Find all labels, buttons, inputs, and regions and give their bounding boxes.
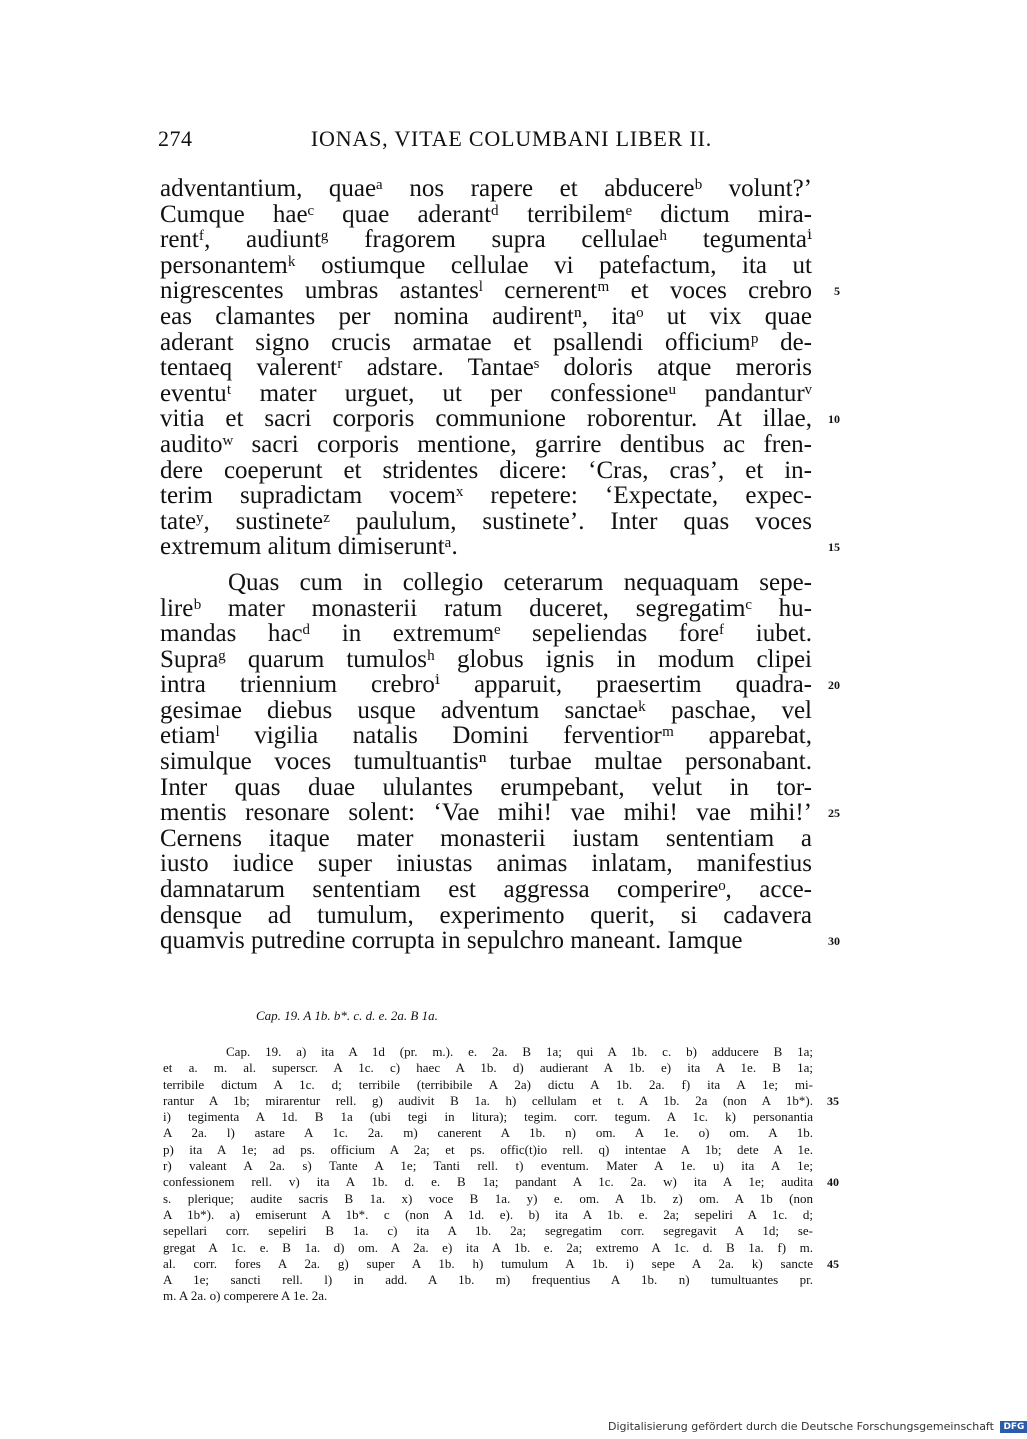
footnote-line xyxy=(163,1142,813,1158)
running-head: IONAS, VITAE COLUMBANI LIBER II. xyxy=(310,126,712,151)
text-line-content: Supraᵍ quarum tumulosʰ globus ignis in modum clipei xyxy=(160,645,812,673)
footnote-line xyxy=(163,1077,813,1093)
text-line xyxy=(160,647,812,673)
footnote-line-content: Cap. 19. a) ita A 1d (pr. m.). e. 2a. B 1a; qui A 1b. c. b) adducere B 1a; xyxy=(226,1044,813,1059)
text-line xyxy=(160,799,840,827)
text-line xyxy=(160,749,812,775)
footnote-line-content: A 1e; sancti rell. l) in add. A 1b. m) frequentius A 1b. n) tumultuantes pr. xyxy=(163,1272,813,1288)
line-number: 25 xyxy=(828,806,840,821)
text-line-content: mandas hacᵈ in extremumᵉ sepeliendas foreᶠ iubet. xyxy=(160,620,812,648)
footer-credit xyxy=(608,1420,1027,1433)
text-line-content: intra triennium crebroⁱ apparuit, praesertim quadra- xyxy=(160,671,812,699)
footnote-line xyxy=(163,1158,813,1174)
footnote-line xyxy=(163,1092,839,1109)
text-line xyxy=(160,509,812,535)
text-line xyxy=(160,253,812,279)
text-line xyxy=(160,877,812,903)
footnote-line xyxy=(163,1240,813,1256)
footnote-line xyxy=(163,1191,813,1207)
chapter-sources: Cap. 19. A 1b. b*. c. d. e. 2a. B 1a. xyxy=(256,1008,438,1023)
footnote-line-content: A 1b*). a) emiserunt A 1b*. c (non A 1d. e). b) ita A 1b. e. 2a; sepeliri A 1c. d; xyxy=(163,1206,813,1222)
footnote-line-content: rantur A 1b; mirarentur rell. g) audivit B 1a. h) cellulam et t. A 1b. 2a (non A 1b*). xyxy=(163,1092,813,1108)
text-line xyxy=(160,304,812,330)
main-text xyxy=(160,175,840,955)
text-line xyxy=(160,851,812,877)
footnote-line xyxy=(163,1207,813,1223)
text-line xyxy=(160,458,812,484)
text-line xyxy=(160,723,812,749)
footnote-line-content: m. A 2a. o) comperere A 1e. 2a. xyxy=(163,1288,328,1304)
text-line-content: etiamˡ vigilia natalis Domini ferventiorᵐ apparebat, xyxy=(160,722,812,750)
footnote-line-content: al. corr. fores A 2a. g) super A 1b. h) tumulum A 1b. i) sepe A 2a. k) sancte xyxy=(163,1255,813,1271)
footnote-line xyxy=(163,1272,813,1288)
text-line-content: auditoʷ sacri corporis mentione, garrire dentibus ac fren- xyxy=(160,430,812,458)
text-line-content: extremum alitum dimiseruntᵃ. xyxy=(160,533,458,561)
text-line xyxy=(160,698,812,724)
text-line xyxy=(160,671,840,699)
text-line xyxy=(160,405,840,433)
footnote-line xyxy=(163,1288,813,1304)
footnote-line-number: 45 xyxy=(827,1256,839,1271)
text-line xyxy=(160,775,812,801)
text-line-content: rentᶠ, audiuntᵍ fragorem supra cellulaeʰ tegumentaⁱ xyxy=(160,226,812,254)
footnote-line-content: confessionem rell. v) ita A 1b. d. e. B 1a; pandant A 1c. 2a. w) ita A 1e; audita xyxy=(163,1174,813,1190)
text-line xyxy=(160,176,812,202)
text-line-content: adventantium, quaeᵃ nos rapere et abducereᵇ volunt?’ xyxy=(160,175,812,202)
footnote-line xyxy=(163,1060,813,1076)
text-line-content: eventuᵗ mater urguet, ut per confessioneᵘ pandanturᵛ xyxy=(160,379,812,407)
page-header xyxy=(158,126,712,156)
footnote-line-content: i) tegimenta A 1d. B 1a (ubi tegi in litura); tegim. corr. tegum. A 1c. k) personantia xyxy=(163,1109,813,1125)
text-line-content: tateʸ, sustineteᶻ paululum, sustinete’. Inter quas voces xyxy=(160,507,812,535)
text-line xyxy=(160,621,812,647)
footnote-line xyxy=(163,1223,813,1239)
text-line xyxy=(160,330,812,356)
footer-text: Digitalisierung gefördert durch die Deutsche Forschungsgemeinschaft xyxy=(608,1420,994,1433)
text-line xyxy=(160,381,812,407)
text-line-content: nigrescentes umbras astantesˡ cernerentᵐ et voces crebro xyxy=(160,277,812,305)
text-line xyxy=(160,570,812,596)
footnote-line-content: p) ita A 1e; ad ps. officium A 2a; et ps. offic(t)io rell. q) intentae A 1b; dete A 1e. xyxy=(163,1141,813,1157)
text-line-content: vitia et sacri corporis communione roborentur. At illae, xyxy=(160,405,812,433)
text-line-content: densque ad tumulum, experimento querit, si cadavera xyxy=(160,901,812,929)
text-line-content: simulque voces tumultuantisⁿ turbae multae personabant. xyxy=(160,748,812,776)
text-line-content: dere coeperunt et stridentes dicere: ‘Cras, cras’, et in- xyxy=(160,456,812,484)
text-line xyxy=(160,277,840,305)
text-line xyxy=(160,432,812,458)
dfg-logo: DFG xyxy=(1000,1421,1027,1433)
line-number: 30 xyxy=(828,934,840,949)
text-line-content: Cumque haeᶜ quae aderantᵈ terribilemᵉ dictum mira- xyxy=(160,200,812,228)
text-line xyxy=(160,227,812,253)
text-line-content: Quas cum in collegio ceterarum nequaquam sepe- xyxy=(228,568,812,596)
text-line xyxy=(160,903,812,929)
footnote-line-number: 35 xyxy=(827,1093,839,1108)
text-line-content: mentis resonare solent: ‘Vae mihi! vae mihi! vae mihi!’ xyxy=(160,799,812,827)
footnote-line-content: A 2a. l) astare A 1c. 2a. m) canerent A 1b. n) om. A 1e. o) om. A 1b. xyxy=(163,1125,813,1141)
text-line xyxy=(160,483,812,509)
footnote-line xyxy=(163,1255,839,1272)
page-number: 274 xyxy=(158,126,193,151)
text-line-content: personantemᵏ ostiumque cellulae vi patefactum, ita ut xyxy=(160,251,812,279)
text-line-content: eas clamantes per nomina audirentⁿ, itaᵒ ut vix quae xyxy=(160,302,812,330)
line-number: 15 xyxy=(828,540,840,555)
text-line xyxy=(160,826,812,852)
line-number: 10 xyxy=(828,412,840,427)
text-line-content: iusto iudice super iniustas animas inlatam, manifestius xyxy=(160,850,812,878)
line-number: 20 xyxy=(828,678,840,693)
footnotes xyxy=(163,1044,839,1305)
text-line-content: quamvis putredine corrupta in sepulchro maneant. Iamque xyxy=(160,927,743,955)
text-line-content: lireᵇ mater monasterii ratum duceret, segregatimᶜ hu- xyxy=(160,594,812,622)
text-line-content: tentaeq valerentʳ adstare. Tantaeˢ doloris atque meroris xyxy=(160,354,812,382)
footnote-line xyxy=(163,1044,813,1060)
text-line-content: Inter quas duae ululantes erumpebant, velut in tor- xyxy=(160,773,812,801)
text-line-content: damnatarum sententiam est aggressa comperireᵒ, acce- xyxy=(160,876,812,904)
text-line xyxy=(160,927,840,955)
text-line-content: terim supradictam vocemˣ repetere: ‘Expectate, expec- xyxy=(160,482,812,510)
footnote-line-content: r) valeant A 2a. s) Tante A 1e; Tanti rell. t) eventum. Mater A 1e. u) ita A 1e; xyxy=(163,1158,813,1174)
footnote-line xyxy=(163,1125,813,1141)
text-line xyxy=(160,596,812,622)
footnote-line-content: s. plerique; audite sacris B 1a. x) voce B 1a. y) e. om. A 1b. z) om. A 1b (non xyxy=(163,1190,813,1206)
text-line-content: aderant signo crucis armatae et psallendi officiumᵖ de- xyxy=(160,328,812,356)
footnote-line-number: 40 xyxy=(827,1175,839,1190)
text-line-content: Cernens itaque mater monasterii iustam sententiam a xyxy=(160,824,812,852)
text-line xyxy=(160,202,812,228)
line-number: 5 xyxy=(834,284,840,299)
footnote-line-content: sepellari corr. sepeliri B 1a. c) ita A 1b. 2a; segregatim corr. segregavit A 1d; se- xyxy=(163,1223,813,1239)
text-line xyxy=(160,533,840,561)
text-line-content: gesimae diebus usque adventum sanctaeᵏ paschae, vel xyxy=(160,696,812,724)
footnote-line-content: gregat A 1c. e. B 1a. d) om. A 2a. e) ita A 1b. e. 2a; extremo A 1c. d. B 1a. f) m. xyxy=(163,1239,813,1255)
footnote-line-content: et a. m. al. superscr. A 1c. c) haec A 1b. d) audierant A 1b. e) ita A 1e. B 1a; xyxy=(163,1060,813,1076)
footnote-line xyxy=(163,1109,813,1125)
footnote-line-content: terribile dictum A 1c. d; terribile (terribibile A 2a) dictu A 1b. 2a. f) ita A 1e; mi- xyxy=(163,1076,813,1092)
text-line xyxy=(160,355,812,381)
footnote-line xyxy=(163,1174,839,1190)
